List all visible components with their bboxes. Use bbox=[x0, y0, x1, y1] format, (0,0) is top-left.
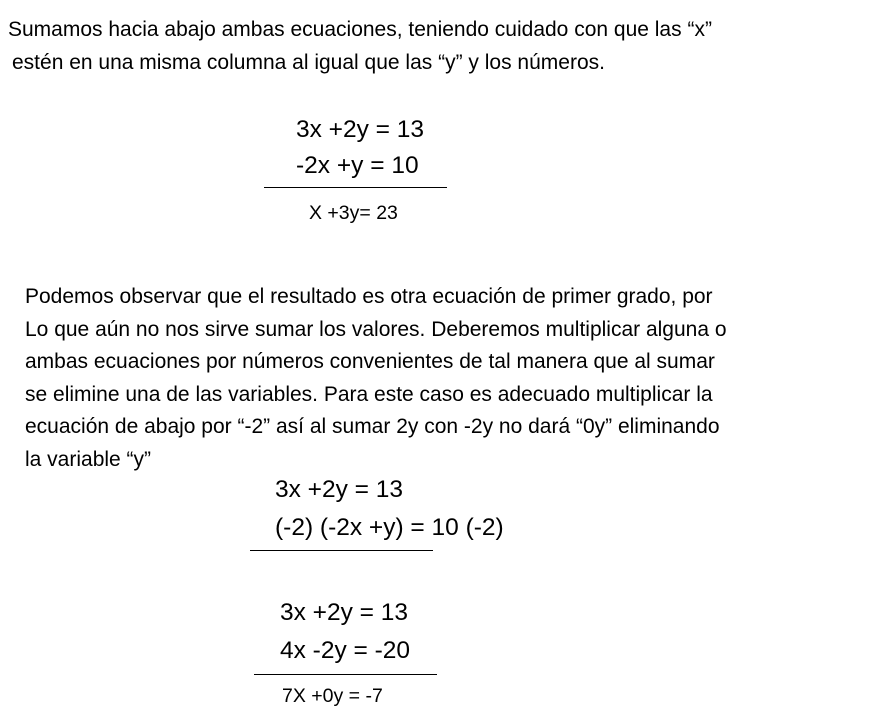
example3-sum-line bbox=[254, 674, 437, 675]
example2-sum-line bbox=[250, 550, 433, 551]
example3-result: 7X +0y = -7 bbox=[282, 685, 383, 707]
intro-line: Sumamos hacia abajo ambas ecuaciones, teniendo cuidado con que las “x” bbox=[8, 18, 712, 41]
example2-equation-2: (-2) (-2x +y) = 10 (-2) bbox=[275, 514, 504, 541]
example1-sum-line bbox=[264, 187, 447, 188]
example2-equation-1: 3x +2y = 13 bbox=[275, 476, 404, 503]
example1-equation-1: 3x +2y = 13 bbox=[296, 116, 425, 143]
explanation-line: ecuación de abajo por “-2” así al sumar 2y con -2y no dará “0y” eliminando bbox=[25, 415, 720, 438]
explanation-line: Podemos observar que el resultado es otra ecuación de primer grado, por bbox=[25, 285, 713, 308]
intro-line: estén en una misma columna al igual que las “y” y los números. bbox=[12, 50, 605, 74]
explanation-line: se elimine una de las variables. Para este caso es adecuado multiplicar la bbox=[25, 382, 713, 406]
explanation-line: Lo que aún no nos sirve sumar los valores. Deberemos multiplicar alguna o bbox=[25, 317, 727, 341]
intro-paragraph bbox=[8, 14, 712, 79]
explanation-line: ambas ecuaciones por números convenientes de tal manera que al sumar bbox=[25, 350, 715, 373]
example3-equation-2: 4x -2y = -20 bbox=[280, 637, 411, 664]
example1-equation-2: -2x +y = 10 bbox=[296, 152, 419, 179]
explanation-paragraph bbox=[25, 281, 727, 476]
example3-equation-1: 3x +2y = 13 bbox=[280, 599, 409, 626]
example1-result: X +3y= 23 bbox=[309, 202, 398, 224]
explanation-line: la variable “y” bbox=[25, 447, 152, 471]
